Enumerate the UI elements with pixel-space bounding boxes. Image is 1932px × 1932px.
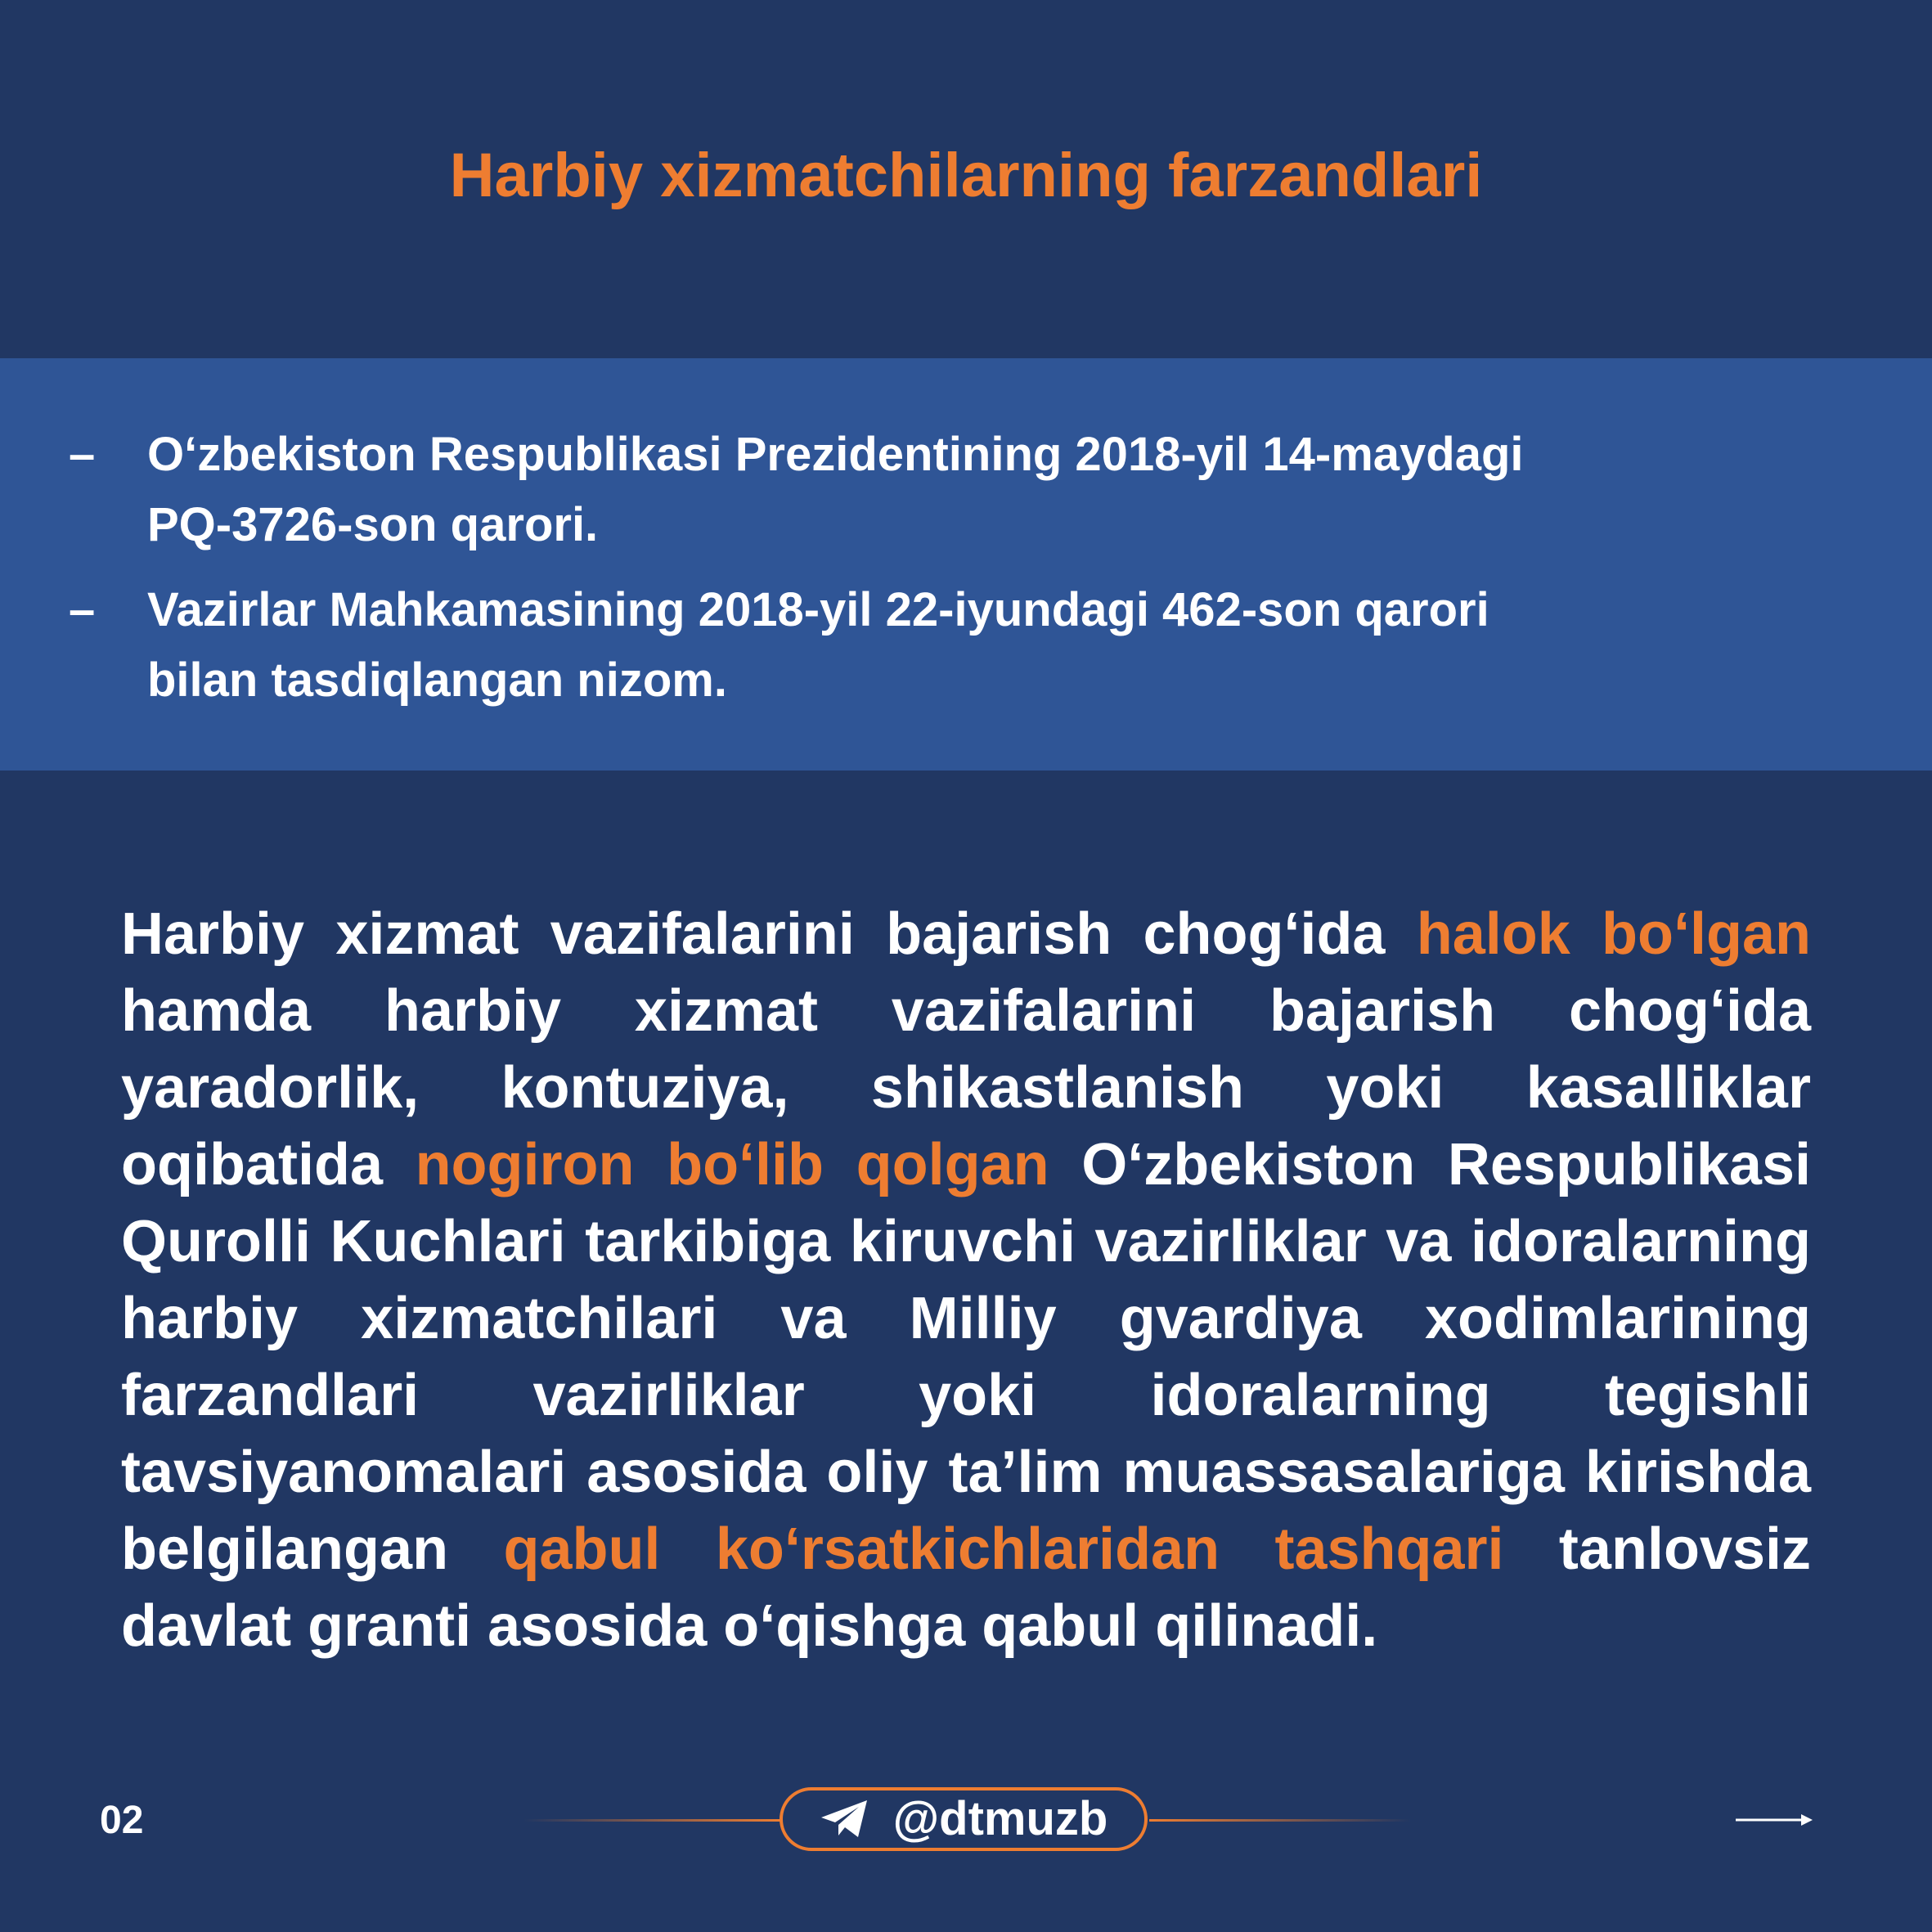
legal-basis-band — [0, 358, 1932, 771]
footer-divider-right — [1149, 1819, 1411, 1822]
body-text: hamda harbiy xizmat vazifalarini bajarish chog‘ida yaradorlik, kontuziya, shikastlanish yoki kasalliklar oqibatida — [121, 978, 1811, 1197]
list-item-line: Vazirlar Mahkamasining 2018-yil 22-iyundagi 462-son qarori — [147, 583, 1489, 636]
arrow-right-icon[interactable] — [1736, 1808, 1814, 1832]
bullet-dash: – — [69, 583, 96, 636]
highlight-text: nogiron bo‘lib qolgan — [415, 1132, 1049, 1197]
bullet-dash: – — [69, 428, 96, 481]
body-text: Harbiy xizmat vazifalarini bajarish chog‘ida — [121, 901, 1417, 967]
legal-basis-list — [0, 420, 1932, 730]
list-item — [0, 420, 1718, 560]
highlight-text: halok bo‘lgan — [1416, 901, 1811, 967]
footer-divider-left — [523, 1819, 781, 1822]
list-item-line: PQ-3726-son qarori. — [147, 498, 599, 551]
page-title: Harbiy xizmatchilarning farzandlari — [449, 141, 1483, 210]
list-item-line: O‘zbekiston Respublikasi Prezidentining 2018-yil 14-maydagi — [147, 428, 1524, 481]
list-item — [0, 575, 1718, 716]
telegram-icon — [820, 1798, 870, 1840]
telegram-handle-text: @dtmuzb — [892, 1792, 1108, 1845]
list-item-line: bilan tasdiqlangan nizom. — [147, 654, 727, 707]
highlight-text: qabul ko‘rsatkichlaridan tashqari — [503, 1516, 1504, 1582]
page-number: 02 — [100, 1799, 144, 1842]
main-paragraph — [121, 896, 1811, 1665]
telegram-handle-link[interactable] — [780, 1787, 1148, 1851]
body-text: O‘zbekiston Respublikasi Qurolli Kuchlari tarkibiga kiruvchi vazirliklar va idoralarning harbiy xizmatchilari va Milliy gvardiya xodimlarining farzandlari vazirliklar yoki idoralarning tegishli tavsiyanomalari asosida oliy ta’lim muassasalariga kirishda belgilangan — [121, 1132, 1812, 1582]
body-text: tanlovsiz davlat granti asosida o‘qishga qabul qilinadi. — [121, 1516, 1812, 1659]
